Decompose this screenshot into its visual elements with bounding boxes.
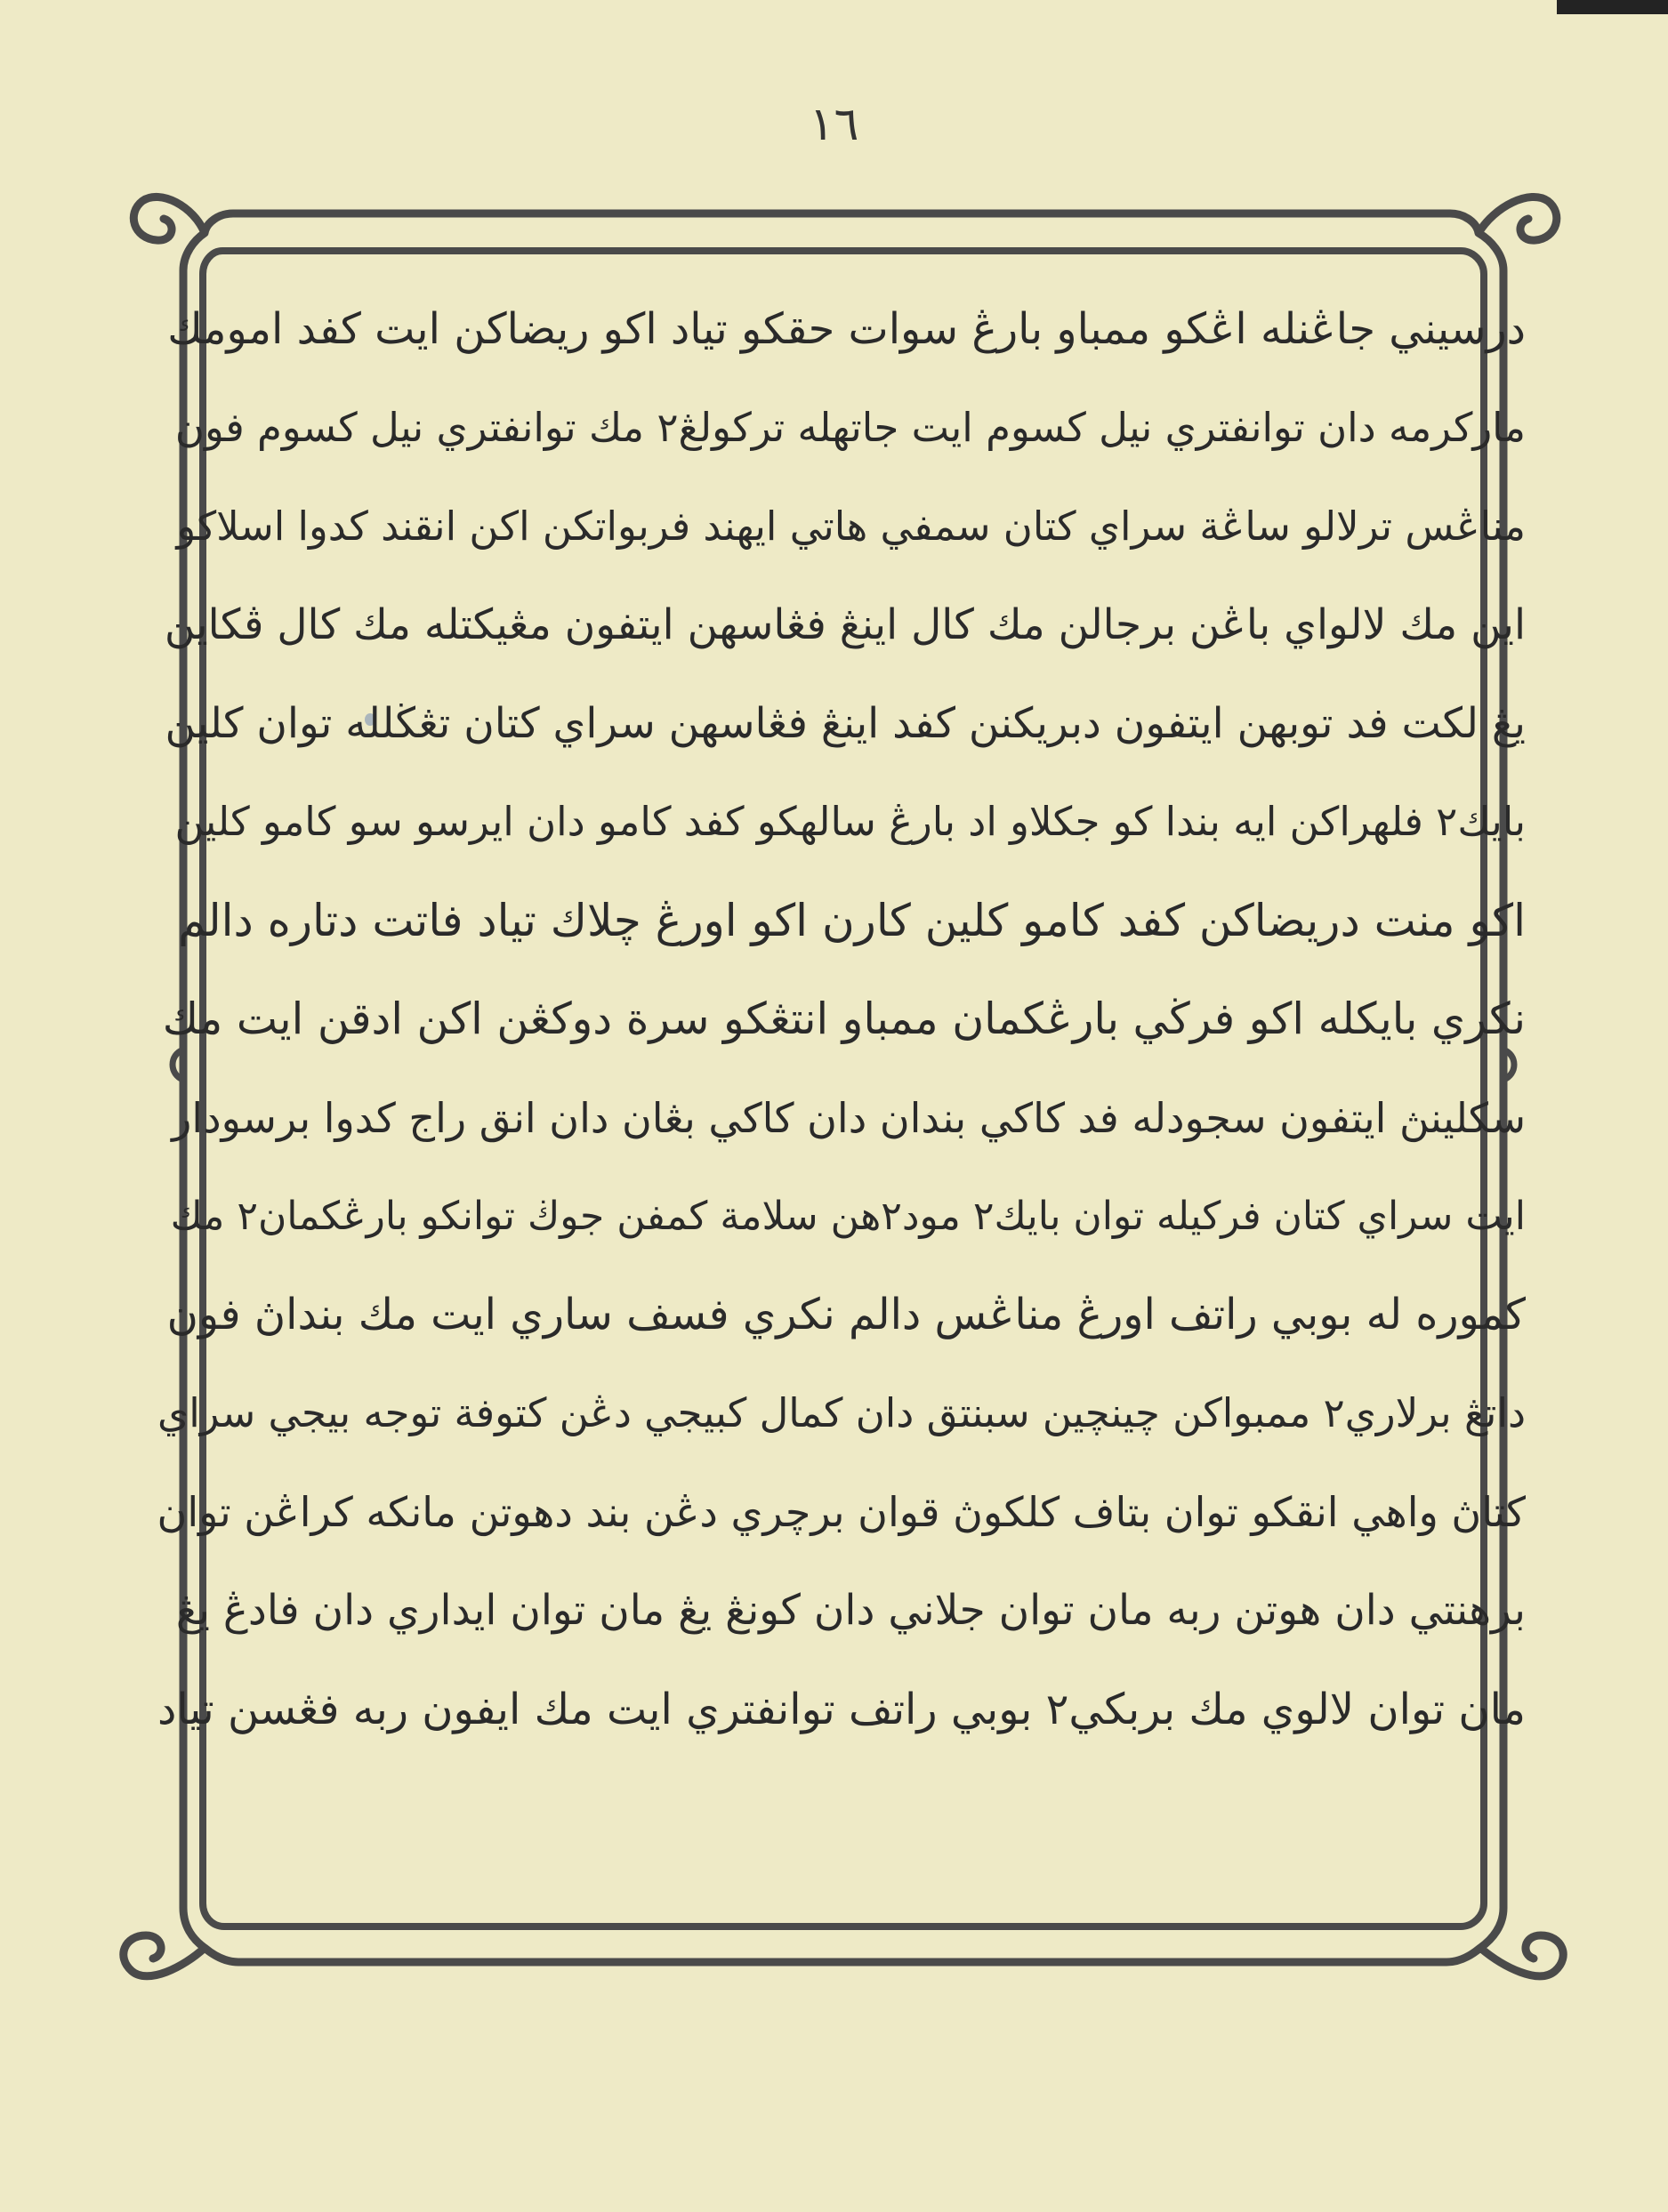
page-number: ١٦ — [809, 98, 859, 151]
text-line: بايك٢ فلهراكن ايه بندا كو جكلاو اد بارڠ سالهكو كفد كامو دان ايرسو سو كامو كلين — [174, 798, 1526, 846]
text-line: يڠ لكت فد توبهن ايتفون دبريكنن كفد اينڠ فڠاسهن سراي كتان تڠڬلله توان كلين — [165, 698, 1526, 748]
text-line: كموره له بوبي راتف اورڠ مناڠس دالم نكري فسف ساري ايت مك بنداڽ فون — [166, 1290, 1526, 1340]
text-line: برهنتي دان هوتن ربه مان توان جلاني دان كونڠ يڠ مان توان ايداري دان فادڠ يڠ — [175, 1585, 1526, 1635]
text-line: ماركرمه دان توانفتري نيل كسوم ايت جاتهله تركولڠ٢ مك توانفتري نيل كسوم فون — [174, 404, 1526, 452]
text-line: اين مك لالواي باڠن برجالن مك كال اينڠ فڠاسهن ايتفون مڠيكتله مك كال ڤكاين — [164, 599, 1526, 649]
text-line: نكري بايكله اكو فرڬي بارڠكمان ممباو انتڠكو سرة دوكڠن اكن ادقن ايت مك — [162, 993, 1526, 1044]
text-line: ايت سراي كتان فركيله توان بايك٢ مود٢هن سلامة كمفن جوڬ توانكو بارڠكمان٢ مك — [170, 1193, 1526, 1239]
manuscript-text-block — [156, 280, 1526, 1758]
text-line: داتڠ برلاري٢ ممبواكن چينچين سبنتق دان كمال كبيجي دڠن كتوفة توجه بيجي سراي — [157, 1389, 1526, 1437]
text-line: درسيني جاڠنله اڠكو ممباو بارڠ سوات حقكو تياد اكو ريضاكن ايت كفد امومك — [167, 304, 1526, 355]
text-line: مناڠس ترلالو ساڠة سراي كتان سمفي هاتي ايهند فربواتكن اكن انقند كدوا اسلاكو — [176, 502, 1526, 550]
text-line: كتاڽ واهي انقكو توان بتاف كلكوڽ قوان برچري دڠن بند دهوتن مانكه كراڠن توان — [157, 1487, 1526, 1536]
text-line: سكلينڽ ايتفون سجودله فد كاكي بندان دان كاكي بڠان دان انق راج كدوا برسودار — [172, 1093, 1526, 1142]
text-line: اكو منت دريضاكن كفد كامو كلين كارن اكو اورڠ چلاك تياد فاتت دتاره دالم — [178, 895, 1526, 947]
text-line: مان توان لالوي مك بربكي٢ بوبي راتف توانفتري ايت مك ايفون ربه فڠسن تياد — [157, 1684, 1526, 1734]
